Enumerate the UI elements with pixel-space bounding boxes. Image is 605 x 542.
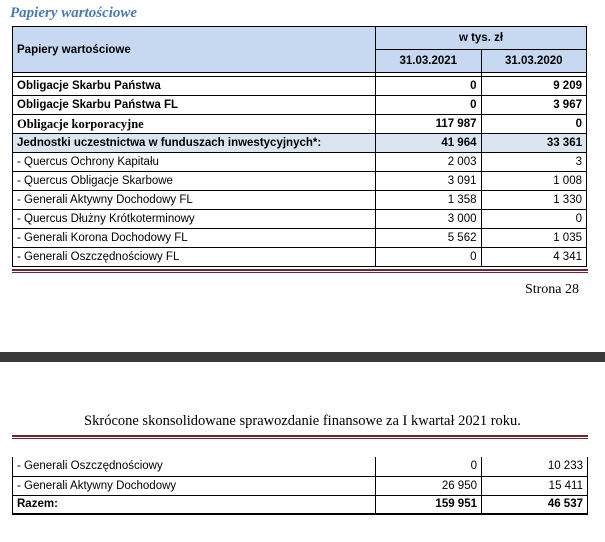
table-row (13, 96, 587, 115)
row-label: Obligacje korporacyjne (13, 115, 376, 134)
row-value-2021: 41 964 (376, 134, 482, 153)
row-value-2021: 3 091 (376, 172, 482, 191)
row-value-2020: 15 411 (482, 476, 588, 495)
row-value-2020: 10 233 (482, 457, 588, 476)
row-value-2021: 2 003 (376, 153, 482, 172)
row-value-2021: 0 (376, 96, 482, 115)
table-row (13, 210, 587, 229)
row-value-2020: 3 967 (481, 96, 587, 115)
table-row (13, 191, 587, 210)
page-footer-rule (12, 269, 588, 273)
table-row (13, 229, 587, 248)
row-value-2020: 1 008 (481, 172, 587, 191)
row-label: - Generali Aktywny Dochodowy (13, 476, 376, 495)
total-label: Razem: (13, 495, 376, 514)
row-value-2020: 3 (481, 153, 587, 172)
header-label: Papiery wartościowe (13, 27, 376, 73)
page-number: Strona 28 (524, 282, 579, 297)
table-row (13, 172, 587, 191)
row-value-2020: 0 (481, 115, 587, 134)
section-title: Papiery wartościowe (10, 5, 138, 21)
row-value-2020: 1 330 (481, 191, 587, 210)
row-value-2020: 1 035 (481, 229, 587, 248)
row-value-2021: 1 358 (376, 191, 482, 210)
row-label: - Generali Korona Dochodowy FL (13, 229, 376, 248)
row-value-2021: 3 000 (376, 210, 482, 229)
row-label: - Generali Oszczędnościowy (13, 457, 376, 476)
table-header-row (13, 27, 587, 50)
table-row (13, 115, 587, 134)
row-value-2021: 0 (376, 457, 482, 476)
header-date-2021: 31.03.2021 (376, 50, 482, 73)
row-label: - Generali Oszczędnościowy FL (13, 248, 376, 267)
row-value-2021: 0 (376, 77, 482, 96)
table-row-highlight (13, 134, 587, 153)
securities-table-continued (12, 457, 588, 515)
table-row (13, 457, 588, 476)
total-value-2021: 159 951 (376, 495, 482, 514)
row-value-2020: 33 361 (481, 134, 587, 153)
row-label: Obligacje Skarbu Państwa (13, 77, 376, 96)
row-value-2021: 5 562 (376, 229, 482, 248)
table-row (13, 476, 588, 495)
page-separator (0, 352, 605, 362)
header-date-2020: 31.03.2020 (481, 50, 587, 73)
table-row (13, 153, 587, 172)
securities-table (12, 26, 587, 267)
row-label: - Quercus Dłużny Krótkoterminowy (13, 210, 376, 229)
row-label: - Generali Aktywny Dochodowy FL (13, 191, 376, 210)
row-label: Obligacje Skarbu Państwa FL (13, 96, 376, 115)
header-unit: w tys. zł (376, 27, 587, 50)
row-value-2021: 0 (376, 248, 482, 267)
row-value-2020: 0 (481, 210, 587, 229)
row-label: - Quercus Ochrony Kapitału (13, 153, 376, 172)
row-value-2021: 117 987 (376, 115, 482, 134)
row-value-2021: 26 950 (376, 476, 482, 495)
total-value-2020: 46 537 (482, 495, 588, 514)
table-row (13, 248, 587, 267)
table-row (13, 77, 587, 96)
row-value-2020: 4 341 (481, 248, 587, 267)
table-total-row (13, 495, 588, 514)
row-value-2020: 9 209 (481, 77, 587, 96)
page-header-rule (12, 435, 588, 439)
page-header: Skrócone skonsolidowane sprawozdanie finansowe za I kwartał 2021 roku. (84, 413, 521, 429)
row-label: Jednostki uczestnictwa w funduszach inwestycyjnych*: (13, 134, 376, 153)
row-label: - Quercus Obligacje Skarbowe (13, 172, 376, 191)
